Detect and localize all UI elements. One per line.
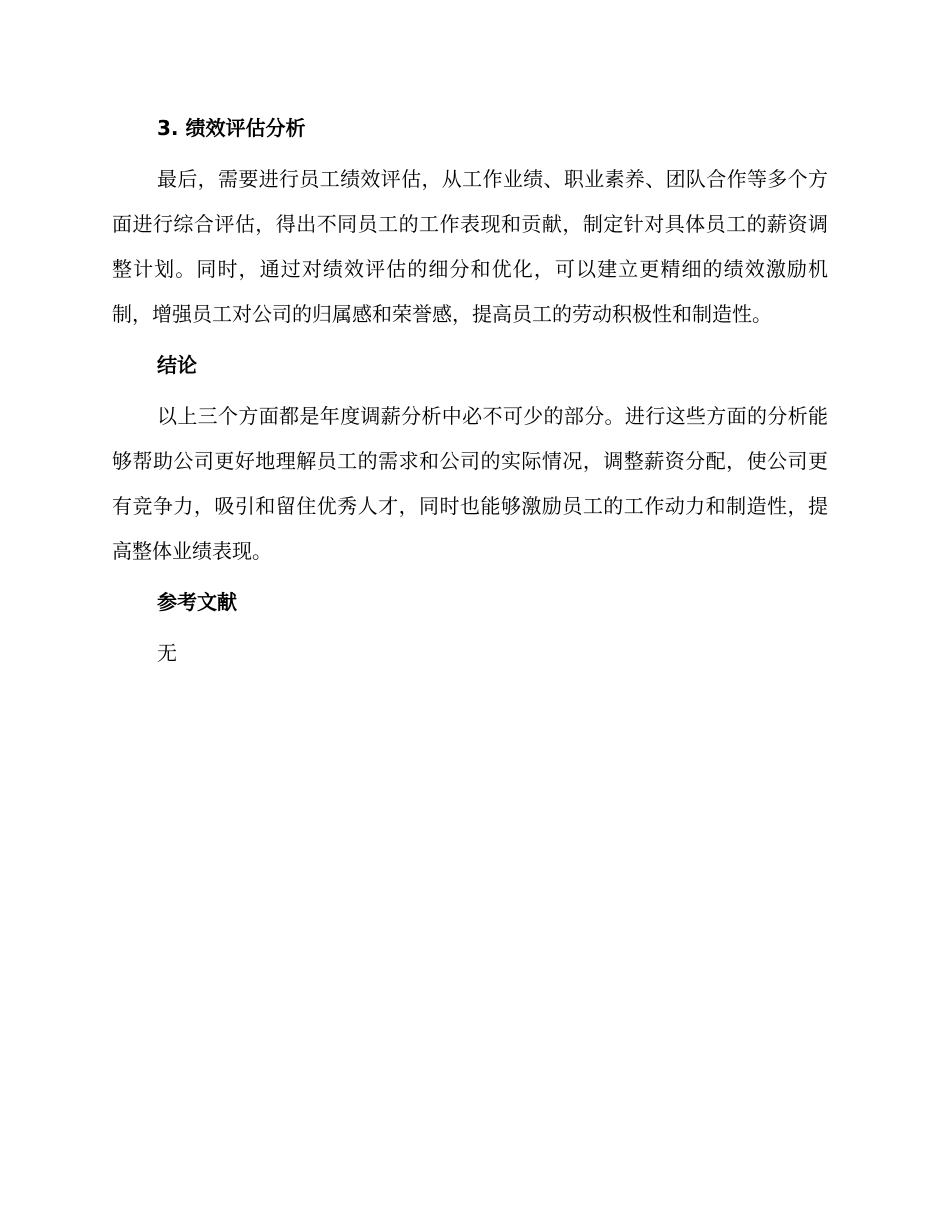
section-heading-conclusion: 结论 [157,353,197,377]
section-body-conclusion: 以上三个方面都是年度调薪分析中必不可少的部分。进行这些方面的分析能够帮助公司更好地理解员工的需求和公司的实际情况，调整薪资分配，使公司更有竞争力，吸引和留住优秀人才，同时也能够激励员工的工作动力和制造性，提高整体业绩表现。 [112,404,828,563]
section-heading-performance: 3. 绩效评估分析 [157,116,306,140]
spacer [112,381,828,394]
spacer [112,618,828,631]
section-body-references: 无 [157,641,177,665]
spacer [112,574,828,586]
section-body-performance: 最后，需要进行员工绩效评估，从工作业绩、职业素养、团队合作等多个方面进行综合评估，得出不同员工的工作表现和贡献，制定针对具体员工的薪资调整计划。同时，通过对绩效评估的细分和优化，可以建立更精细的绩效激励机制，增强员工对公司的归属感和荣誉感，提高员工的劳动积极性和制造性。 [112,167,828,326]
spacer [112,337,828,349]
section-heading-references: 参考文献 [157,590,237,614]
spacer [112,144,828,157]
